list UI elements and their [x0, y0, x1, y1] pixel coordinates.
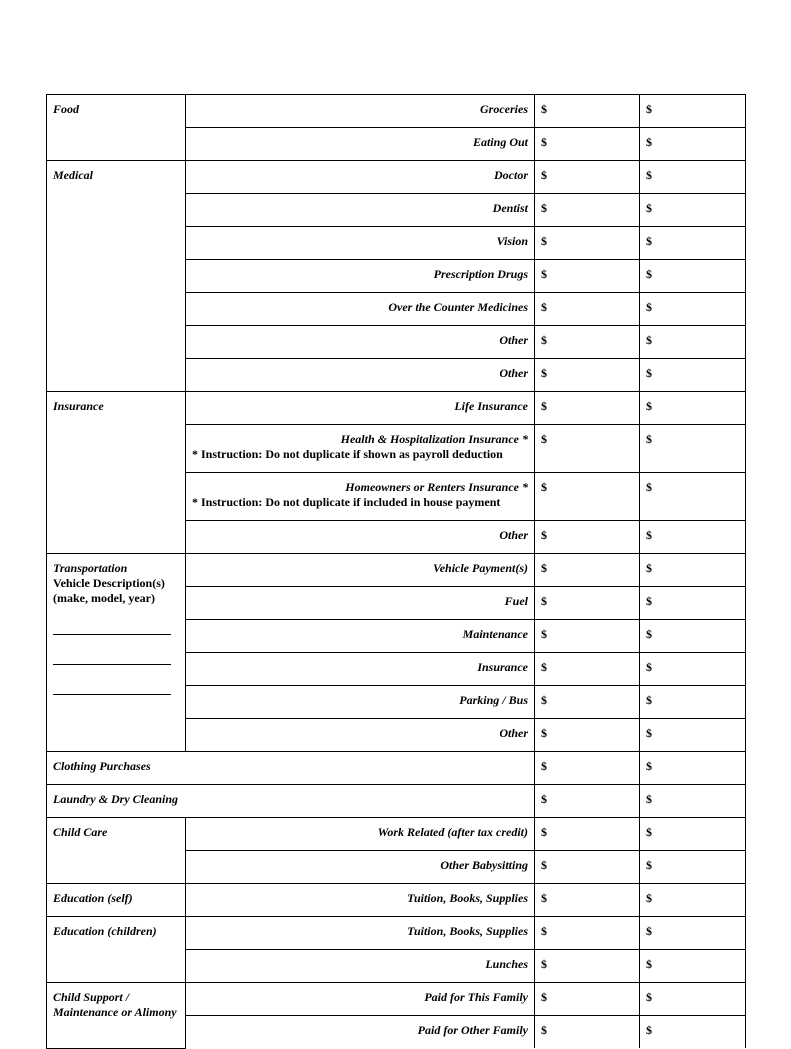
expense-item-label — [186, 425, 535, 473]
vehicle-description-line[interactable] — [53, 650, 179, 666]
expense-item-label: Other Babysitting — [186, 851, 535, 884]
amount-field-2[interactable]: $ — [640, 161, 746, 194]
category-title: Transportation — [53, 561, 128, 575]
category-label — [47, 917, 186, 983]
amount-field-1[interactable]: $ — [535, 653, 640, 686]
table-row — [47, 392, 746, 425]
category-title: Laundry & Dry Cleaning — [53, 792, 179, 806]
category-label — [47, 95, 186, 161]
amount-field-2[interactable]: $ — [640, 587, 746, 620]
category-title: Education (self) — [53, 891, 133, 905]
expense-item-label — [186, 473, 535, 521]
expense-item-label: Dentist — [186, 194, 535, 227]
amount-field-2[interactable]: $ — [640, 392, 746, 425]
vehicle-description-line[interactable] — [53, 680, 179, 696]
table-row — [47, 554, 746, 587]
amount-field-1[interactable]: $ — [535, 587, 640, 620]
amount-field-1[interactable]: $ — [535, 752, 640, 785]
table-row — [47, 752, 746, 785]
category-label — [47, 554, 186, 752]
amount-field-2[interactable]: $ — [640, 983, 746, 1016]
expense-item-label: Over the Counter Medicines — [186, 293, 535, 326]
expense-item-label: Paid for Other Family — [186, 1016, 535, 1049]
table-row — [47, 983, 746, 1016]
expense-table — [46, 94, 746, 1049]
amount-field-2[interactable]: $ — [640, 653, 746, 686]
category-title: Medical — [53, 168, 93, 182]
amount-field-2[interactable]: $ — [640, 260, 746, 293]
amount-field-2[interactable]: $ — [640, 686, 746, 719]
amount-field-2[interactable]: $ — [640, 884, 746, 917]
amount-field-2[interactable]: $ — [640, 128, 746, 161]
expense-item-label: Other — [186, 719, 535, 752]
amount-field-2[interactable]: $ — [640, 293, 746, 326]
table-row — [47, 818, 746, 851]
amount-field-2[interactable]: $ — [640, 554, 746, 587]
expense-item-title: Homeowners or Renters Insurance * — [345, 480, 528, 494]
table-row — [47, 884, 746, 917]
amount-field-1[interactable]: $ — [535, 473, 640, 521]
instruction-note: * Instruction: Do not duplicate if shown as payroll deduction — [192, 447, 503, 461]
category-label — [47, 785, 535, 818]
category-label — [47, 392, 186, 554]
category-title: Clothing Purchases — [53, 759, 151, 773]
amount-field-2[interactable]: $ — [640, 521, 746, 554]
amount-field-2[interactable]: $ — [640, 917, 746, 950]
amount-field-1[interactable]: $ — [535, 95, 640, 128]
amount-field-1[interactable]: $ — [535, 983, 640, 1016]
amount-field-1[interactable]: $ — [535, 719, 640, 752]
category-title: Child Support / Maintenance or Alimony — [53, 990, 177, 1019]
expense-item-label: Other — [186, 521, 535, 554]
category-title: Food — [53, 102, 80, 116]
expense-item-label: Fuel — [186, 587, 535, 620]
category-label — [47, 752, 535, 785]
expense-item-label: Life Insurance — [186, 392, 535, 425]
amount-field-2[interactable]: $ — [640, 785, 746, 818]
category-subtitle: Vehicle Description(s) (make, model, year) — [53, 576, 165, 605]
expense-item-label: Insurance — [186, 653, 535, 686]
vehicle-description-line[interactable] — [53, 620, 179, 636]
amount-field-1[interactable]: $ — [535, 128, 640, 161]
amount-field-2[interactable]: $ — [640, 1016, 746, 1049]
amount-field-2[interactable]: $ — [640, 425, 746, 473]
amount-field-1[interactable]: $ — [535, 194, 640, 227]
table-row — [47, 785, 746, 818]
expense-item-label: Tuition, Books, Supplies — [186, 917, 535, 950]
amount-field-2[interactable]: $ — [640, 818, 746, 851]
expense-item-label: Tuition, Books, Supplies — [186, 884, 535, 917]
expense-item-label: Groceries — [186, 95, 535, 128]
expense-item-label: Doctor — [186, 161, 535, 194]
amount-field-1[interactable]: $ — [535, 950, 640, 983]
amount-field-2[interactable]: $ — [640, 194, 746, 227]
expense-item-label: Maintenance — [186, 620, 535, 653]
category-title: Child Care — [53, 825, 108, 839]
table-row — [47, 917, 746, 950]
category-label — [47, 161, 186, 392]
amount-field-2[interactable]: $ — [640, 95, 746, 128]
category-title: Education (children) — [53, 924, 157, 938]
amount-field-1[interactable]: $ — [535, 554, 640, 587]
expense-item-label: Eating Out — [186, 128, 535, 161]
expense-item-label: Vision — [186, 227, 535, 260]
amount-field-2[interactable]: $ — [640, 620, 746, 653]
amount-field-1[interactable]: $ — [535, 884, 640, 917]
amount-field-1[interactable]: $ — [535, 260, 640, 293]
instruction-note: * Instruction: Do not duplicate if included in house payment — [192, 495, 501, 509]
amount-field-1[interactable]: $ — [535, 620, 640, 653]
amount-field-1[interactable]: $ — [535, 392, 640, 425]
category-title: Insurance — [53, 399, 104, 413]
amount-field-2[interactable]: $ — [640, 326, 746, 359]
amount-field-1[interactable]: $ — [535, 818, 640, 851]
amount-field-1[interactable]: $ — [535, 161, 640, 194]
amount-field-2[interactable]: $ — [640, 359, 746, 392]
amount-field-1[interactable]: $ — [535, 359, 640, 392]
category-label — [47, 884, 186, 917]
table-row — [47, 95, 746, 128]
table-row — [47, 161, 746, 194]
amount-field-1[interactable]: $ — [535, 686, 640, 719]
amount-field-2[interactable]: $ — [640, 950, 746, 983]
expense-item-label: Other — [186, 326, 535, 359]
expense-item-label: Parking / Bus — [186, 686, 535, 719]
amount-field-1[interactable]: $ — [535, 851, 640, 884]
expense-item-label: Prescription Drugs — [186, 260, 535, 293]
expense-item-title: Health & Hospitalization Insurance * — [340, 432, 528, 446]
amount-field-2[interactable]: $ — [640, 227, 746, 260]
amount-field-2[interactable]: $ — [640, 719, 746, 752]
amount-field-2[interactable]: $ — [640, 473, 746, 521]
amount-field-2[interactable]: $ — [640, 752, 746, 785]
expense-item-label: Work Related (after tax credit) — [186, 818, 535, 851]
expense-item-label: Lunches — [186, 950, 535, 983]
amount-field-1[interactable]: $ — [535, 326, 640, 359]
amount-field-1[interactable]: $ — [535, 1016, 640, 1049]
amount-field-1[interactable]: $ — [535, 917, 640, 950]
amount-field-1[interactable]: $ — [535, 521, 640, 554]
amount-field-1[interactable]: $ — [535, 425, 640, 473]
amount-field-1[interactable]: $ — [535, 293, 640, 326]
expense-item-label: Paid for This Family — [186, 983, 535, 1016]
amount-field-1[interactable]: $ — [535, 227, 640, 260]
expense-item-label: Other — [186, 359, 535, 392]
amount-field-1[interactable]: $ — [535, 785, 640, 818]
category-label — [47, 818, 186, 884]
expense-item-label: Vehicle Payment(s) — [186, 554, 535, 587]
amount-field-2[interactable]: $ — [640, 851, 746, 884]
category-label — [47, 983, 186, 1049]
